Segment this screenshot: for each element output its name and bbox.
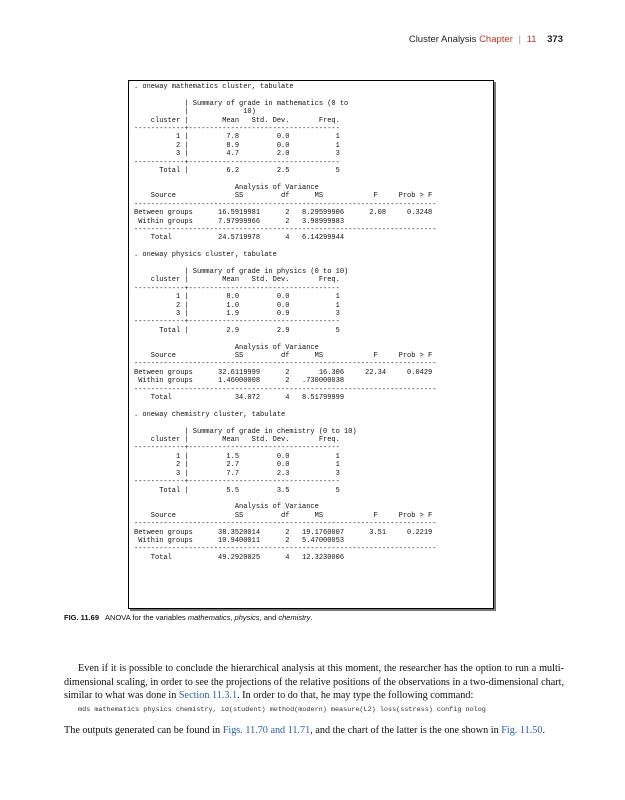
output-line: 1 | 7.8 0.0 1 xyxy=(134,133,340,142)
output-line: ------------+------------------------------------ xyxy=(134,318,340,327)
output-line: Within groups 10.9400011 2 5.47000053 xyxy=(134,536,345,545)
output-line: ------------+------------------------------------ xyxy=(134,478,340,487)
output-line: cluster | Mean Std. Dev. Freq. xyxy=(134,116,340,125)
output-line: Total | 2.9 2.9 5 xyxy=(134,326,340,335)
output-line: 2 | 2.7 0.0 1 xyxy=(134,461,340,470)
running-header-separator: | xyxy=(518,34,521,45)
output-line: Source SS df MS F Prob > F xyxy=(134,511,433,520)
caption-end: . xyxy=(310,613,313,622)
output-line: . oneway chemistry cluster, tabulate xyxy=(134,410,286,419)
output-line: Total | 5.5 3.5 5 xyxy=(134,486,340,495)
paragraph-1-after: . In order to do that, he may type the following command: xyxy=(237,690,474,701)
output-line: | Summary of grade in physics (0 to 10) xyxy=(134,267,349,276)
output-line: . oneway mathematics cluster, tabulate xyxy=(134,83,294,91)
stata-output-figure xyxy=(128,80,494,609)
page-number: 373 xyxy=(547,34,563,45)
output-line: Within groups 1.46000008 2 .730000038 xyxy=(134,377,345,386)
output-line: ------------+------------------------------------ xyxy=(134,444,340,453)
output-line: ------------------------------------------------------------------------ xyxy=(134,200,437,209)
output-line: Between groups 16.5919981 2 8.29599906 2.08 0.3248 xyxy=(134,209,433,218)
paragraph-2-middle: , and the chart of the latter is the one shown in xyxy=(310,725,502,736)
output-line: cluster | Mean Std. Dev. Freq. xyxy=(134,276,340,285)
output-line: ------------+------------------------------------ xyxy=(134,284,340,293)
figure-label: FIG. 11.69 xyxy=(64,613,100,622)
output-line: ------------------------------------------------------------------------ xyxy=(134,520,437,529)
figure-caption xyxy=(64,613,313,622)
output-line: Analysis of Variance xyxy=(134,503,319,512)
output-line: Total 49.2920025 4 12.3230006 xyxy=(134,553,345,562)
caption-comma: , xyxy=(230,613,235,622)
running-header xyxy=(409,34,563,45)
output-line: . oneway physics cluster, tabulate xyxy=(134,251,277,260)
output-line: Source SS df MS F Prob > F xyxy=(134,352,433,360)
running-header-title: Cluster Analysis xyxy=(408,34,477,45)
paragraph-2-before: The outputs generated can be found in xyxy=(64,725,223,736)
output-line: Total 24.5719978 4 6.14299944 xyxy=(134,234,345,243)
paragraph-2-end: . xyxy=(542,725,545,736)
output-line: Between groups 32.6119999 2 16.306 22.34 0.0429 xyxy=(134,368,433,377)
caption-var-chemistry: chemistry xyxy=(278,613,311,622)
body-paragraph-2 xyxy=(64,724,564,738)
stata-output-text xyxy=(129,81,493,562)
output-line: Between groups 38.3520014 2 19.1760007 3.51 0.2219 xyxy=(134,528,433,537)
output-line: 1 | 8.0 0.0 1 xyxy=(134,293,340,302)
output-line: Source SS df MS F Prob > F xyxy=(134,192,433,201)
caption-and: , and xyxy=(259,613,279,622)
caption-text: ANOVA for the variables xyxy=(105,613,188,622)
caption-var-physics: physics xyxy=(234,613,260,622)
output-line: ------------------------------------------------------------------------ xyxy=(134,385,437,394)
output-line: | 10) xyxy=(134,108,256,117)
fig-link[interactable]: Fig. 11.50 xyxy=(501,725,543,736)
section-link[interactable]: Section 11.3.1 xyxy=(178,690,238,701)
output-line: 1 | 1.5 0.0 1 xyxy=(134,452,340,461)
figs-link[interactable]: Figs. 11.70 and 11.71 xyxy=(222,725,311,736)
output-line: 3 | 7.7 2.3 3 xyxy=(134,469,340,478)
output-line: cluster | Mean Std. Dev. Freq. xyxy=(134,436,340,445)
output-line: Total 34.072 4 8.51799999 xyxy=(134,394,345,403)
output-line: 3 | 1.9 0.9 3 xyxy=(134,309,340,318)
output-line: Within groups 7.97999966 2 3.98999983 xyxy=(134,217,345,226)
output-line: 3 | 4.7 2.0 3 xyxy=(134,150,340,159)
output-line: | Summary of grade in chemistry (0 to 10) xyxy=(134,427,357,436)
output-line: Total | 6.2 2.5 5 xyxy=(134,167,340,176)
running-header-chapter-word: Chapter xyxy=(479,34,513,45)
caption-var-mathematics: mathematics xyxy=(187,613,231,622)
output-line: 2 | 8.9 0.0 1 xyxy=(134,141,340,150)
output-line: ------------------------------------------------------------------------ xyxy=(134,545,437,554)
output-line: Analysis of Variance xyxy=(134,343,319,352)
output-line: 2 | 1.0 0.0 1 xyxy=(134,301,340,310)
output-line: ------------+------------------------------------ xyxy=(134,125,340,134)
output-line: ------------------------------------------------------------------------ xyxy=(134,225,437,234)
output-line: | Summary of grade in mathematics (0 to xyxy=(134,99,349,108)
output-line: ------------------------------------------------------------------------ xyxy=(134,360,437,369)
paragraph-1-text: Even if it is possible to conclude the hierarchical analysis at this moment, the researcher has the option to run a multi-dimensional scaling, in order to see the projections of the relative positions of the observations in a two-dimensional chart, similar to what was done in xyxy=(64,663,564,701)
running-header-chapter-number: 11 xyxy=(526,34,537,45)
output-line: Analysis of Variance xyxy=(134,183,319,192)
output-line: ------------+------------------------------------ xyxy=(134,158,340,167)
body-paragraph-1 xyxy=(64,662,564,703)
mds-command: mds mathematics physics chemistry, id(student) method(modern) measure(L2) loss(sstress) config nolog xyxy=(78,706,486,714)
